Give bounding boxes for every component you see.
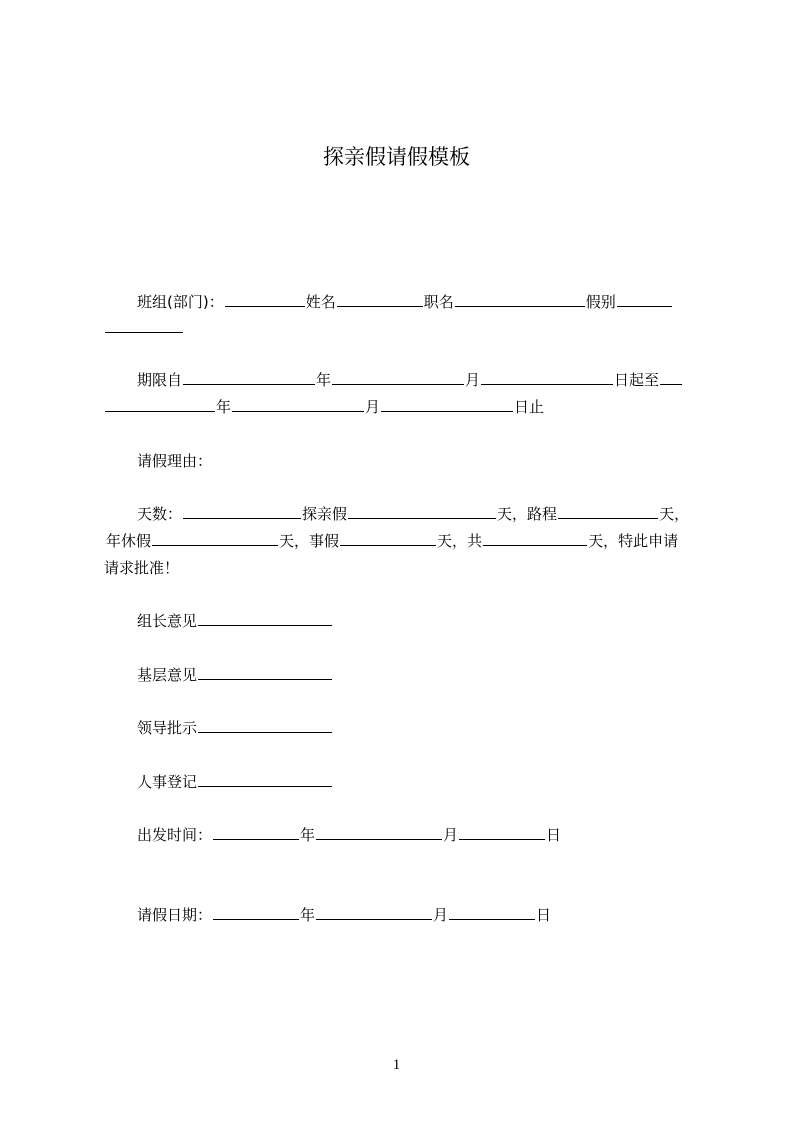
days-line-wrap xyxy=(106,531,678,551)
page-number: 1 xyxy=(392,1057,401,1073)
annual-leave-days-field[interactable] xyxy=(152,545,278,546)
period-from-label: 期限自 xyxy=(137,371,183,389)
grand-total-days-field[interactable] xyxy=(483,545,587,546)
home-leave-day-unit: 天， xyxy=(497,505,528,523)
request-date-line xyxy=(137,905,551,925)
grassroots-label: 基层意见 xyxy=(137,666,198,684)
travel-label: 路程 xyxy=(527,505,558,523)
request-year-label: 年 xyxy=(300,906,316,924)
start-day-to-label: 日起至 xyxy=(614,371,660,389)
end-year-label: 年 xyxy=(216,398,232,416)
end-year-field[interactable] xyxy=(660,384,682,385)
grassroots-field[interactable] xyxy=(198,679,332,680)
grand-total-day-unit: 天， xyxy=(588,532,619,550)
request-year-field[interactable] xyxy=(213,919,299,920)
home-leave-days-field[interactable] xyxy=(348,518,496,519)
team-leader-field[interactable] xyxy=(198,625,332,626)
request-month-label: 月 xyxy=(433,906,449,924)
days-line xyxy=(137,504,689,524)
leader-label: 领导批示 xyxy=(137,719,198,737)
departure-month-field[interactable] xyxy=(316,839,442,840)
days-label: 天数： xyxy=(137,505,183,523)
end-month-field[interactable] xyxy=(232,411,364,412)
departure-label: 出发时间： xyxy=(137,826,213,844)
reason-line xyxy=(137,451,212,471)
applicant-info-line-wrap xyxy=(104,318,184,338)
request-month-field[interactable] xyxy=(316,919,432,920)
annual-leave-day-unit: 天， xyxy=(279,532,310,550)
leave-type-field-continued[interactable] xyxy=(105,332,183,333)
leave-type-field[interactable] xyxy=(617,306,672,307)
home-leave-label: 探亲假 xyxy=(302,505,348,523)
personal-leave-label: 事假 xyxy=(309,532,340,550)
team-leader-line xyxy=(137,611,333,631)
period-line-wrap xyxy=(104,397,544,417)
request-day-label: 日 xyxy=(536,906,552,924)
days-line-wrap-2 xyxy=(104,558,179,578)
end-month-label: 月 xyxy=(365,398,381,416)
personal-leave-days-field[interactable] xyxy=(340,545,436,546)
request-text-a: 特此申请 xyxy=(618,532,679,550)
travel-day-unit: 天， xyxy=(659,505,690,523)
departure-month-label: 月 xyxy=(443,826,459,844)
position-label: 职名 xyxy=(423,293,454,311)
name-field[interactable] xyxy=(337,306,423,307)
department-field[interactable] xyxy=(225,306,305,307)
end-year-field-continued[interactable] xyxy=(105,411,215,412)
leader-line xyxy=(137,718,333,738)
end-day-field[interactable] xyxy=(381,411,513,412)
leader-field[interactable] xyxy=(198,732,332,733)
name-label: 姓名 xyxy=(305,293,336,311)
start-day-field[interactable] xyxy=(481,384,613,385)
hr-line xyxy=(137,772,333,792)
departure-line xyxy=(137,825,561,845)
hr-label: 人事登记 xyxy=(137,773,198,791)
request-date-label: 请假日期： xyxy=(137,906,213,924)
reason-label: 请假理由： xyxy=(137,452,213,470)
request-text-b: 请求批准！ xyxy=(104,559,180,577)
request-day-field[interactable] xyxy=(449,919,535,920)
end-day-label: 日止 xyxy=(514,398,545,416)
personal-leave-day-unit: 天， xyxy=(437,532,468,550)
total-label: 共 xyxy=(467,532,483,550)
grassroots-line xyxy=(137,665,333,685)
start-year-label: 年 xyxy=(316,371,332,389)
leave-type-label: 假别 xyxy=(585,293,616,311)
total-days-field[interactable] xyxy=(183,518,301,519)
applicant-info-line xyxy=(137,292,673,312)
travel-days-field[interactable] xyxy=(558,518,658,519)
departure-year-label: 年 xyxy=(300,826,316,844)
hr-field[interactable] xyxy=(198,786,332,787)
departure-day-label: 日 xyxy=(546,826,562,844)
departure-year-field[interactable] xyxy=(213,839,299,840)
start-month-label: 月 xyxy=(465,371,481,389)
position-field[interactable] xyxy=(455,306,585,307)
start-year-field[interactable] xyxy=(183,384,315,385)
annual-leave-label: 年休假 xyxy=(106,532,152,550)
page-title: 探亲假请假模板 xyxy=(323,145,470,169)
period-line xyxy=(137,370,683,390)
departure-day-field[interactable] xyxy=(459,839,545,840)
start-month-field[interactable] xyxy=(332,384,464,385)
department-label: 班组(部门)： xyxy=(137,293,224,311)
team-leader-label: 组长意见 xyxy=(137,612,198,630)
